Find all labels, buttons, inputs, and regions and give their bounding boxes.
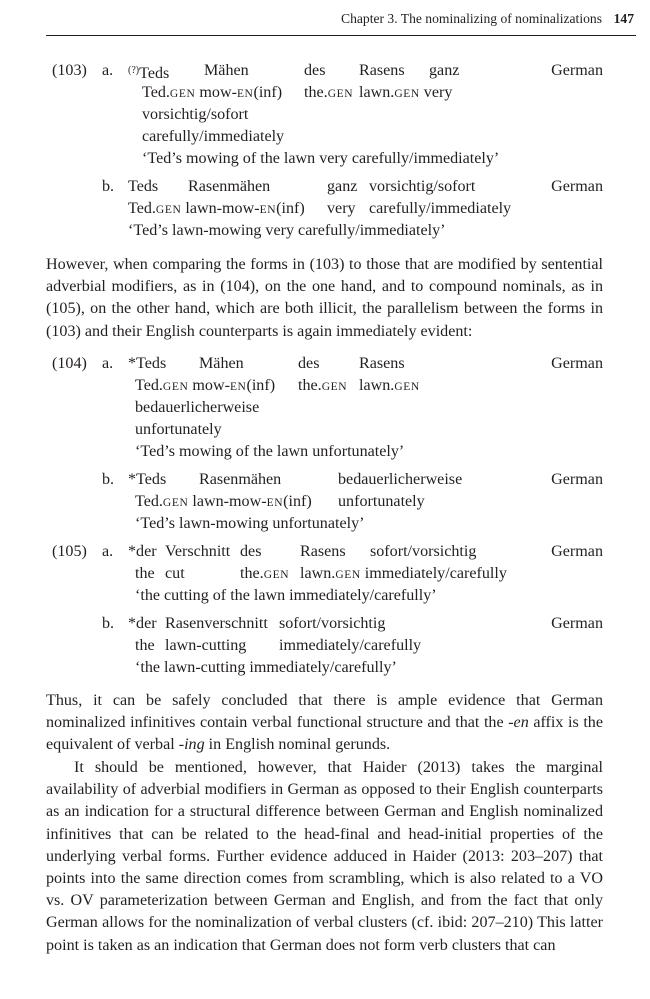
example-word: Rasens <box>359 355 405 372</box>
gloss-line: cut <box>165 565 185 582</box>
example-word: *Teds <box>128 355 167 372</box>
example-word: Mähen <box>199 355 244 372</box>
example-word: des <box>240 543 262 560</box>
gloss-line: lawn.GEN <box>359 377 420 394</box>
gloss-line: lawn.GEN very <box>359 84 453 101</box>
gloss-line: the.GEN <box>298 377 348 394</box>
language-label: German <box>551 615 603 632</box>
language-label: German <box>551 62 603 79</box>
translation: ‘Ted’s lawn-mowing unfortunately’ <box>135 515 365 532</box>
gloss-line: lawn-cutting <box>165 637 247 654</box>
gloss-line: the <box>135 637 155 654</box>
example-word: *der <box>128 543 157 560</box>
body-paragraph: However, when comparing the forms in (103) to those that are modified by sentential adverbial modifiers, as in (104), on the one hand, and to compound nominals, as in (105), on the other hand, which are both illicit, the parallelism between the forms in (103) and their English counterparts is again immediately evident: <box>46 256 603 340</box>
gloss-line: the.GEN <box>304 84 354 101</box>
example-number: (105) <box>52 543 87 560</box>
example-word: *der <box>128 615 157 632</box>
example-word: ganz <box>429 62 460 79</box>
language-label: German <box>551 178 603 195</box>
example-word: sofort/vorsichtig <box>279 615 386 632</box>
example-word: des <box>298 355 320 372</box>
gloss-line: Ted.GEN lawn-mow-EN(inf) <box>128 200 305 217</box>
example-number: (103) <box>52 62 87 79</box>
gloss-line: immediately/carefully <box>279 637 422 654</box>
judgment-mark: (?) <box>128 65 140 76</box>
example-word: vorsichtig/sofort <box>369 178 476 195</box>
translation: ‘Ted’s mowing of the lawn unfortunately’ <box>135 443 405 460</box>
example-word: Verschnitt <box>165 543 231 560</box>
example-label-b: b. <box>102 471 115 488</box>
gloss-line: unfortunately <box>338 493 425 510</box>
example-word: Rasens <box>300 543 346 560</box>
example-word: *Teds <box>128 471 167 488</box>
gloss-line: lawn.GEN immediately/carefully <box>300 565 507 582</box>
example-word: bedauerlicherweise <box>338 471 463 488</box>
example-word: bedauerlicherweise <box>135 399 260 416</box>
example-word: Rasens <box>359 62 405 79</box>
example-label-a: a. <box>102 62 114 79</box>
body-paragraph: Thus, it can be safely concluded that there is ample evidence that German nominalized infinitives contain verbal functional structure and that the -en affix is the equivalent of verbal -ing in English nominal gerunds. <box>46 692 603 754</box>
chapter-title: Chapter 3. The nominalizing of nominalizations <box>341 11 602 26</box>
gloss-line: Ted.GEN mow-EN(inf) <box>135 377 276 394</box>
example-word: sofort/vorsichtig <box>370 543 477 560</box>
example-word: des <box>304 62 326 79</box>
example-word: Teds <box>128 178 159 195</box>
gloss-line: carefully/immediately <box>369 200 512 217</box>
gloss-line: unfortunately <box>135 421 222 438</box>
gloss-line: very <box>327 200 356 217</box>
translation: ‘Ted’s mowing of the lawn very carefully/immediately’ <box>142 150 500 167</box>
example-label-a: a. <box>102 355 114 372</box>
example-label-a: a. <box>102 543 114 560</box>
translation: ‘the cutting of the lawn immediately/carefully’ <box>135 587 437 604</box>
gloss-line: carefully/immediately <box>142 128 285 145</box>
running-header <box>46 9 636 36</box>
example-label-b: b. <box>102 615 115 632</box>
example-word: Rasenverschnitt <box>165 615 268 632</box>
language-label: German <box>551 543 603 560</box>
example-word: Rasenmähen <box>188 178 271 195</box>
language-label: German <box>551 355 603 372</box>
example-word: vorsichtig/sofort <box>142 106 249 123</box>
language-label: German <box>551 471 603 488</box>
gloss-line: Ted.GEN lawn-mow-EN(inf) <box>135 493 312 510</box>
gloss-line: the.GEN <box>240 565 290 582</box>
example-label-b: b. <box>102 178 115 195</box>
page-number: 147 <box>613 11 634 26</box>
example-word: Rasenmähen <box>199 471 282 488</box>
body-paragraph: It should be mentioned, however, that Haider (2013) takes the marginal availability of adverbial modifiers in German as opposed to their English counterparts as an indication for a structural difference between German and English nominalized infinitives that can be related to the head-final and head-initial properties of the underlying verbal forms. Further evidence adduced in Haider (2013: 203–207) that points into the same direction comes from scrambling, which is also related to a VO vs. OV parameterization between German and English, and from the fact that only German allows for the nominalization of verbal clusters (cf. ibid: 207–210) This latter point is taken as an indication that German does not form verb clusters that can <box>46 759 603 954</box>
translation: ‘Ted’s lawn-mowing very carefully/immediately’ <box>128 222 446 239</box>
example-number: (104) <box>52 355 87 372</box>
example-word: ganz <box>327 178 358 195</box>
gloss-line: Ted.GEN mow-EN(inf) <box>142 84 283 101</box>
gloss-line: the <box>135 565 155 582</box>
word-text: Teds <box>139 65 170 82</box>
translation: ‘the lawn-cutting immediately/carefully’ <box>135 659 397 676</box>
example-word: Mähen <box>204 62 249 79</box>
